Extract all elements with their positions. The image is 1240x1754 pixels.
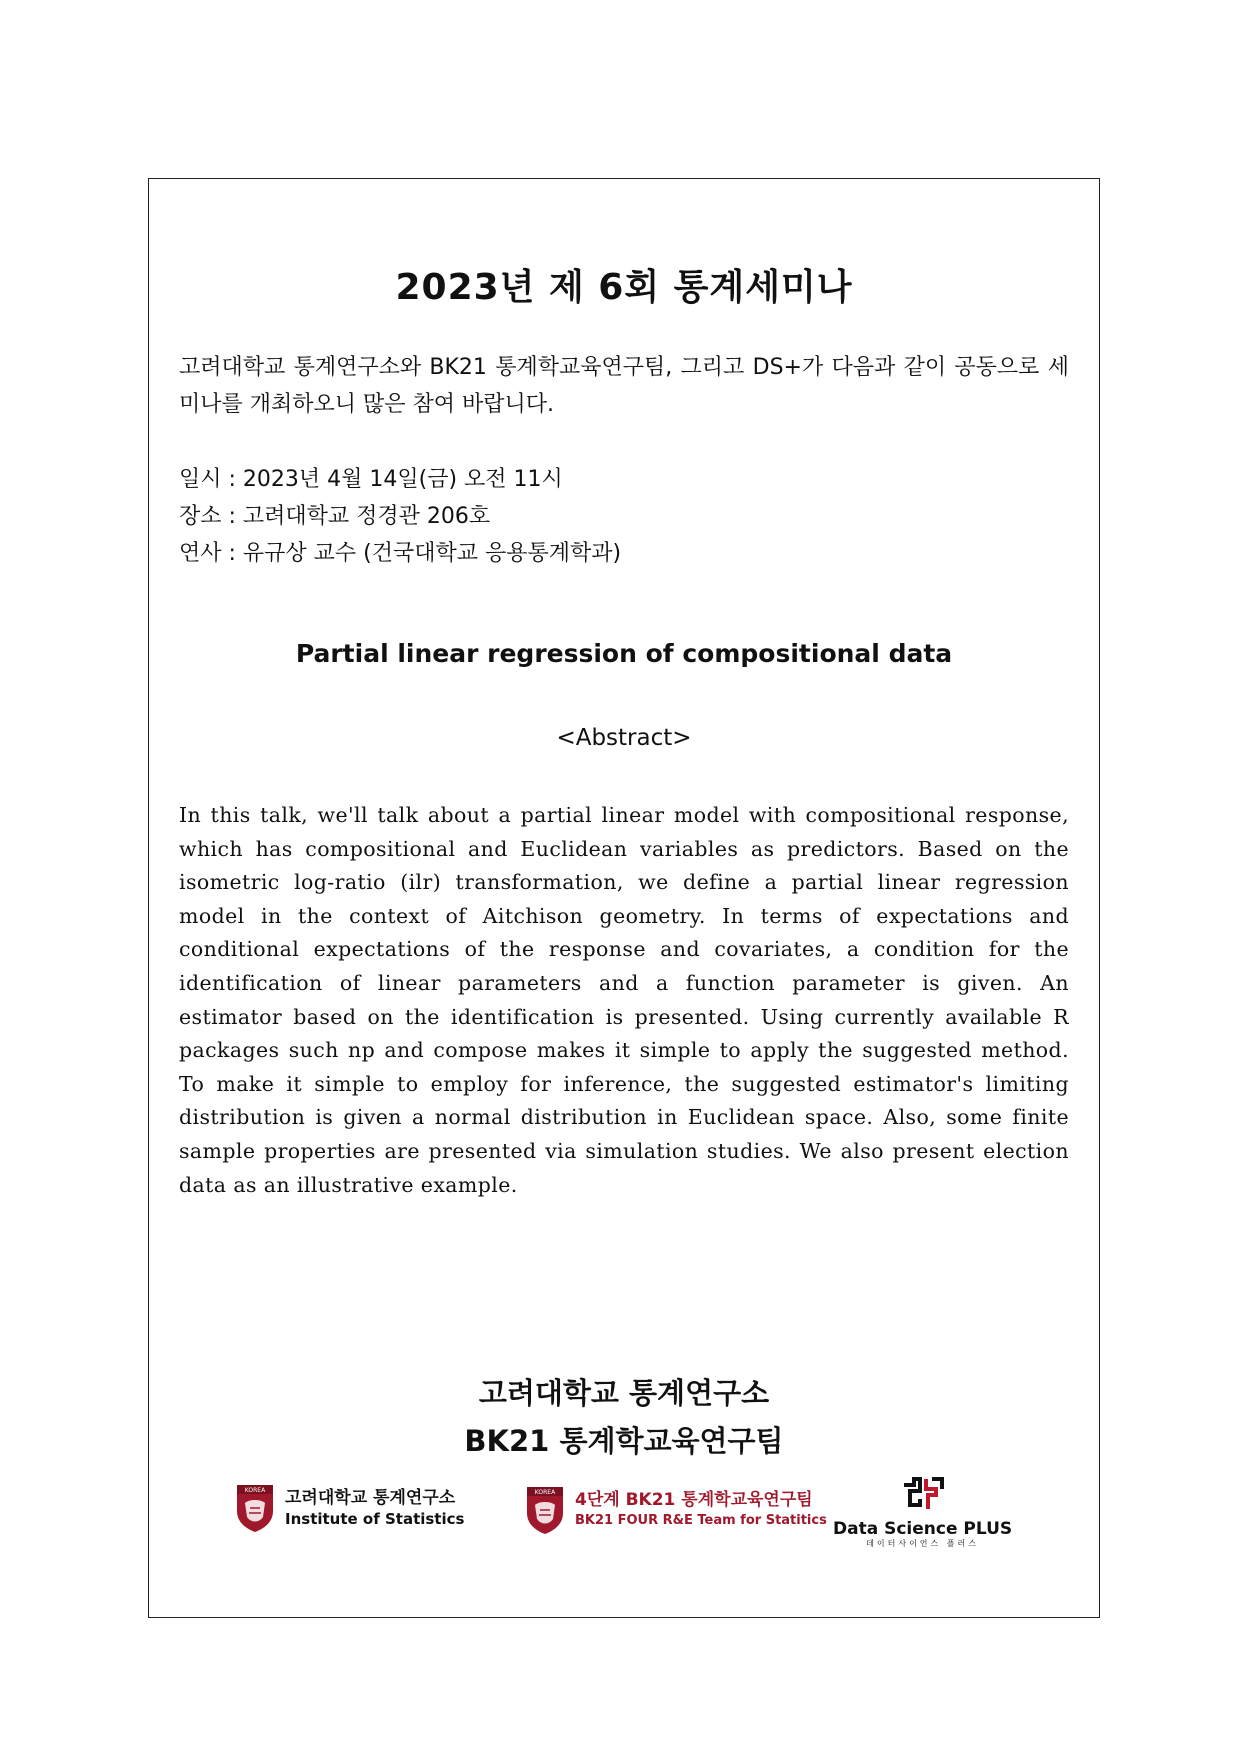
institute-name-en: Institute of Statistics [285, 1510, 465, 1528]
abstract-text: In this talk, we'll talk about a partial linear model with compositional response, which has compositional and Euclidean variables as predictors. Based on the isometric log-ratio (ilr) transformation, we define a partial linear regression model in the context of Aitchison geometry. In terms of expectations and conditional expectations of the response and covariates, a condition for the identification of linear parameters and a function parameter is given. An estimator based on the identification is presented. Using currently available R packages such np and compose makes it simple to apply the suggested method. To make it simple to employ for inference, the suggested estimator's limiting distribution is given a normal distribution in Euclidean space. Also, some finite sample properties are presented via simulation studies. We also present election data as an illustrative example. [179, 803, 1069, 1197]
ds-plus-name-ko: 데이터사이언스 플러스 [866, 1539, 979, 1548]
event-date: 일시 : 2023년 4월 14일(금) 오전 11시 [179, 467, 563, 492]
korea-university-shield-icon [235, 1483, 275, 1533]
institute-name-ko: 고려대학교 통계연구소 [285, 1488, 456, 1508]
seminar-notice-frame [148, 178, 1100, 1618]
bk21-name-ko: 4단계 BK21 통계학교육연구팀 [575, 1490, 813, 1510]
korea-university-shield-icon [525, 1485, 565, 1535]
bk21-logo [525, 1485, 827, 1535]
svg-text:KOREA: KOREA [534, 1489, 556, 1496]
intro-paragraph: 고려대학교 통계연구소와 BK21 통계학교육연구팀, 그리고 DS+가 다음과 같이 공동으로 세미나를 개최하오니 많은 참여 바랍니다. [179, 355, 1069, 417]
bk21-name-en: BK21 FOUR R&E Team for Statitics [575, 1513, 827, 1528]
event-speaker: 연사 : 유규상 교수 (건국대학교 응용통계학과) [179, 541, 622, 566]
ds-plus-logo [833, 1475, 1012, 1549]
organizer-bk21: BK21 통계학교육연구팀 [464, 1424, 784, 1458]
ds-plus-mark-icon [900, 1475, 946, 1513]
ds-plus-name-en: Data Science PLUS [833, 1519, 1013, 1539]
talk-title: Partial linear regression of compositional data [295, 639, 953, 668]
svg-text:KOREA: KOREA [244, 1487, 266, 1494]
event-place: 장소 : 고려대학교 정경관 206호 [179, 504, 491, 529]
page-title: 2023년 제 6회 통계세미나 [395, 267, 853, 308]
event-details [179, 461, 621, 572]
abstract-heading: <Abstract> [556, 725, 692, 751]
organizer-institute: 고려대학교 통계연구소 [478, 1376, 770, 1410]
institute-logo [235, 1483, 464, 1533]
